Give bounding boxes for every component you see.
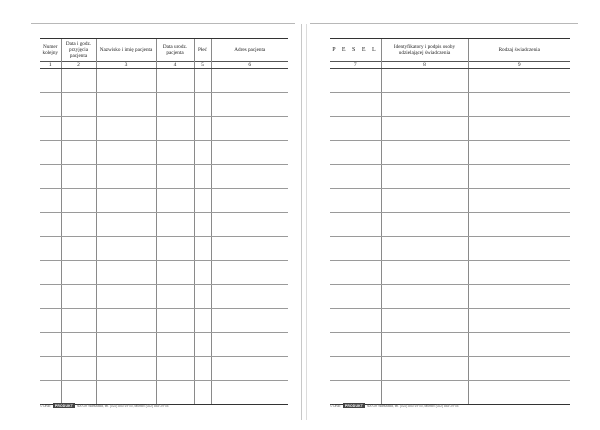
table-cell[interactable]	[61, 381, 96, 405]
left-table-body	[40, 69, 288, 405]
table-cell[interactable]	[330, 357, 381, 381]
table-cell[interactable]	[156, 117, 194, 141]
table-cell[interactable]	[194, 237, 211, 261]
table-row	[40, 93, 288, 117]
table-cell[interactable]	[381, 93, 468, 117]
footer-text: NA·GR Warszawa, tel. (022) 853·19·00, fax/box (022) 853·29·04	[367, 403, 459, 408]
table-cell[interactable]	[156, 237, 194, 261]
table-cell[interactable]	[211, 213, 288, 237]
table-cell[interactable]	[194, 165, 211, 189]
table-cell[interactable]	[40, 213, 61, 237]
table-cell[interactable]	[40, 381, 61, 405]
table-cell[interactable]	[96, 117, 156, 141]
table-row	[40, 213, 288, 237]
table-row	[40, 69, 288, 93]
header-adres: Adres pacjenta	[211, 39, 288, 62]
table-cell[interactable]	[40, 141, 61, 165]
table-cell[interactable]	[61, 237, 96, 261]
table-cell[interactable]	[330, 165, 381, 189]
table-cell[interactable]	[156, 213, 194, 237]
table-cell[interactable]	[156, 69, 194, 93]
table-cell[interactable]	[381, 309, 468, 333]
table-row	[330, 69, 570, 93]
table-cell[interactable]	[61, 165, 96, 189]
table-cell[interactable]	[468, 261, 570, 285]
column-number: 1	[40, 62, 61, 69]
table-cell[interactable]	[96, 261, 156, 285]
table-cell[interactable]	[211, 261, 288, 285]
patient-register-left-table	[40, 38, 288, 405]
printer-logo: PRODUKT	[344, 403, 364, 408]
header-identyfikatory-podpis: Identyfikatory i podpis osoby udzielającej świadczenia	[381, 39, 468, 62]
table-cell[interactable]	[96, 165, 156, 189]
table-cell[interactable]	[96, 357, 156, 381]
table-cell[interactable]	[194, 381, 211, 405]
table-cell[interactable]	[330, 189, 381, 213]
table-cell[interactable]	[96, 93, 156, 117]
footer-prefix: © Druk:	[40, 403, 51, 408]
table-row	[40, 189, 288, 213]
table-cell[interactable]	[330, 309, 381, 333]
table-cell[interactable]	[468, 333, 570, 357]
table-cell[interactable]	[40, 261, 61, 285]
left-column-number-row	[40, 62, 288, 69]
column-number: 8	[381, 62, 468, 69]
table-cell[interactable]	[330, 93, 381, 117]
table-cell[interactable]	[211, 93, 288, 117]
column-number: 4	[156, 62, 194, 69]
table-cell[interactable]	[156, 165, 194, 189]
table-cell[interactable]	[156, 381, 194, 405]
table-cell[interactable]	[211, 309, 288, 333]
table-cell[interactable]	[468, 189, 570, 213]
table-cell[interactable]	[40, 333, 61, 357]
footer-prefix: © Druk:	[330, 403, 341, 408]
table-cell[interactable]	[211, 357, 288, 381]
table-cell[interactable]	[96, 69, 156, 93]
table-cell[interactable]	[330, 141, 381, 165]
table-row	[330, 165, 570, 189]
table-cell[interactable]	[40, 117, 61, 141]
table-row	[40, 117, 288, 141]
printer-logo: PRODUKT	[54, 403, 74, 408]
table-row	[40, 357, 288, 381]
table-cell[interactable]	[381, 69, 468, 93]
table-cell[interactable]	[96, 237, 156, 261]
header-plec: Płeć	[194, 39, 211, 62]
table-cell[interactable]	[330, 213, 381, 237]
header-rodzaj-swiadczenia: Rodzaj świadczenia	[468, 39, 570, 62]
right-column-number-row	[330, 62, 570, 69]
left-header-row	[40, 39, 288, 62]
table-cell[interactable]	[96, 333, 156, 357]
header-data-przyjecia: Data i godz. przyjęcia pacjenta	[61, 39, 96, 62]
table-cell[interactable]	[211, 165, 288, 189]
column-number: 9	[468, 62, 570, 69]
table-cell[interactable]	[61, 93, 96, 117]
column-number: 6	[211, 62, 288, 69]
right-header-row	[330, 39, 570, 62]
table-cell[interactable]	[211, 285, 288, 309]
table-cell[interactable]	[61, 261, 96, 285]
table-cell[interactable]	[381, 333, 468, 357]
header-nazwisko-imie: Nazwisko i imię pacjenta	[96, 39, 156, 62]
header-numer-kolejny: Numer kolejny	[40, 39, 61, 62]
table-cell[interactable]	[194, 117, 211, 141]
table-row	[330, 309, 570, 333]
table-cell[interactable]	[330, 237, 381, 261]
table-row	[330, 117, 570, 141]
table-row	[40, 285, 288, 309]
table-row	[40, 333, 288, 357]
table-cell[interactable]	[61, 357, 96, 381]
table-cell[interactable]	[194, 189, 211, 213]
table-cell[interactable]	[381, 261, 468, 285]
table-row	[330, 93, 570, 117]
table-row	[40, 381, 288, 405]
table-cell[interactable]	[330, 261, 381, 285]
table-cell[interactable]	[156, 189, 194, 213]
table-cell[interactable]	[61, 141, 96, 165]
table-cell[interactable]	[194, 333, 211, 357]
table-cell[interactable]	[468, 141, 570, 165]
table-cell[interactable]	[40, 309, 61, 333]
footer-text: NA·GR Warszawa, tel. (022) 853·19·00, fax/box (022) 853·29·04	[77, 403, 169, 408]
column-number: 5	[194, 62, 211, 69]
column-number: 7	[330, 62, 381, 69]
table-row	[330, 189, 570, 213]
table-cell[interactable]	[96, 141, 156, 165]
table-cell[interactable]	[330, 333, 381, 357]
table-cell[interactable]	[156, 309, 194, 333]
table-cell[interactable]	[211, 333, 288, 357]
table-cell[interactable]	[194, 261, 211, 285]
table-cell[interactable]	[381, 141, 468, 165]
column-number: 2	[61, 62, 96, 69]
table-row	[330, 357, 570, 381]
table-cell[interactable]	[40, 357, 61, 381]
table-cell[interactable]	[211, 117, 288, 141]
table-cell[interactable]	[40, 69, 61, 93]
table-cell[interactable]	[194, 213, 211, 237]
column-number: 3	[96, 62, 156, 69]
table-cell[interactable]	[61, 333, 96, 357]
table-cell[interactable]	[61, 69, 96, 93]
table-cell[interactable]	[381, 213, 468, 237]
table-cell[interactable]	[61, 285, 96, 309]
table-cell[interactable]	[211, 141, 288, 165]
table-cell[interactable]	[156, 285, 194, 309]
right-table-body	[330, 69, 570, 405]
table-cell[interactable]	[468, 117, 570, 141]
table-cell[interactable]	[61, 189, 96, 213]
table-cell[interactable]	[61, 117, 96, 141]
table-row	[330, 141, 570, 165]
table-cell[interactable]	[61, 309, 96, 333]
table-cell[interactable]	[156, 93, 194, 117]
table-cell[interactable]	[381, 285, 468, 309]
table-row	[40, 237, 288, 261]
table-row	[330, 261, 570, 285]
table-cell[interactable]	[381, 165, 468, 189]
printer-footer-right	[330, 403, 459, 408]
table-cell[interactable]	[194, 357, 211, 381]
table-cell[interactable]	[211, 189, 288, 213]
table-cell[interactable]	[468, 93, 570, 117]
header-data-urodzenia: Data urodz. pacjenta	[156, 39, 194, 62]
table-cell[interactable]	[468, 285, 570, 309]
table-cell[interactable]	[468, 165, 570, 189]
table-cell[interactable]	[96, 285, 156, 309]
table-row	[330, 333, 570, 357]
table-cell[interactable]	[330, 285, 381, 309]
table-cell[interactable]	[156, 333, 194, 357]
table-cell[interactable]	[211, 237, 288, 261]
table-cell[interactable]	[468, 357, 570, 381]
table-cell[interactable]	[156, 261, 194, 285]
table-cell[interactable]	[194, 69, 211, 93]
table-row	[330, 381, 570, 405]
table-cell[interactable]	[381, 237, 468, 261]
table-row	[40, 261, 288, 285]
book-spine	[301, 24, 307, 420]
header-pesel: P E S E L	[330, 39, 381, 62]
table-cell[interactable]	[468, 213, 570, 237]
table-cell[interactable]	[468, 237, 570, 261]
table-cell[interactable]	[194, 141, 211, 165]
patient-register-right-table	[330, 38, 570, 405]
table-cell[interactable]	[40, 93, 61, 117]
printer-footer-left	[40, 403, 169, 408]
table-row	[330, 237, 570, 261]
table-cell[interactable]	[468, 309, 570, 333]
table-cell[interactable]	[381, 381, 468, 405]
table-cell[interactable]	[96, 381, 156, 405]
table-row	[40, 309, 288, 333]
table-cell[interactable]	[468, 69, 570, 93]
table-cell[interactable]	[40, 237, 61, 261]
table-cell[interactable]	[381, 117, 468, 141]
table-cell[interactable]	[330, 69, 381, 93]
table-row	[40, 165, 288, 189]
table-row	[330, 285, 570, 309]
table-cell[interactable]	[468, 381, 570, 405]
table-cell[interactable]	[211, 69, 288, 93]
table-row	[40, 141, 288, 165]
table-cell[interactable]	[156, 141, 194, 165]
table-cell[interactable]	[194, 309, 211, 333]
table-cell[interactable]	[40, 165, 61, 189]
table-cell[interactable]	[194, 285, 211, 309]
table-cell[interactable]	[40, 189, 61, 213]
table-cell[interactable]	[96, 213, 156, 237]
top-rule-right	[310, 23, 578, 24]
top-rule-left	[31, 23, 295, 24]
table-cell[interactable]	[40, 285, 61, 309]
table-cell[interactable]	[381, 189, 468, 213]
table-cell[interactable]	[381, 357, 468, 381]
table-cell[interactable]	[194, 93, 211, 117]
table-cell[interactable]	[61, 213, 96, 237]
table-cell[interactable]	[96, 309, 156, 333]
table-row	[330, 213, 570, 237]
table-cell[interactable]	[211, 381, 288, 405]
table-cell[interactable]	[330, 117, 381, 141]
table-cell[interactable]	[330, 381, 381, 405]
table-cell[interactable]	[156, 357, 194, 381]
table-cell[interactable]	[96, 189, 156, 213]
